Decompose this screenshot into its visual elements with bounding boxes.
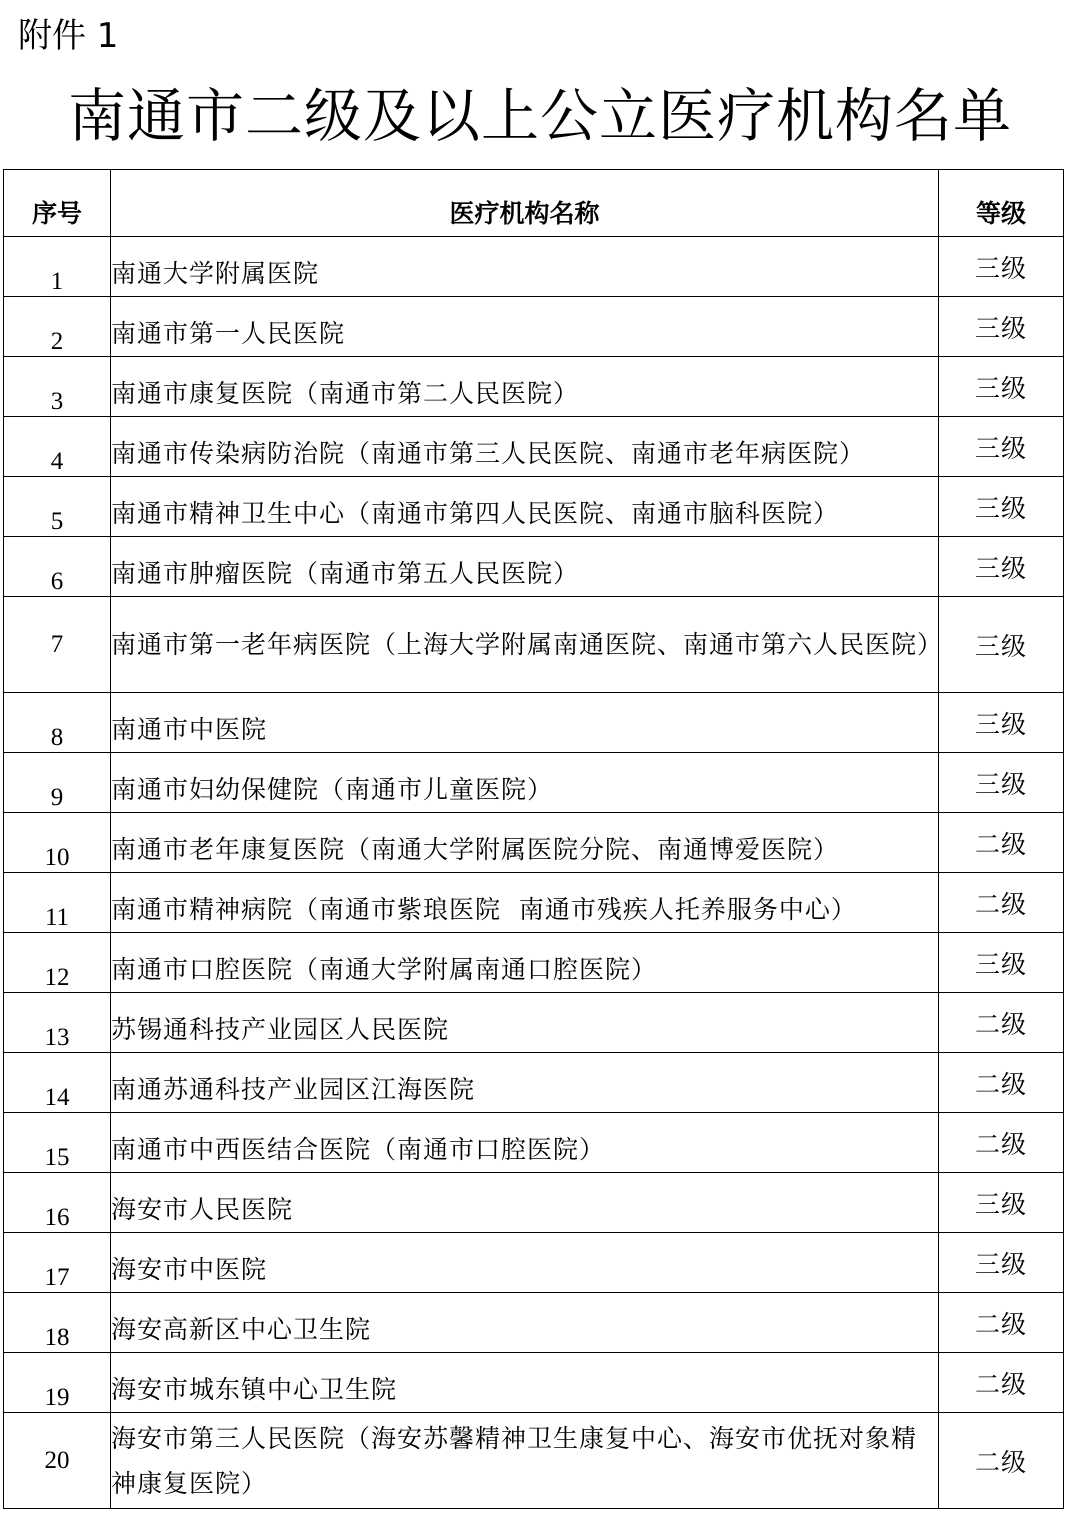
table-row <box>4 417 1064 477</box>
row-num: 11 <box>4 873 111 933</box>
row-num: 15 <box>4 1113 111 1173</box>
row-name: 南通市第一老年病医院（上海大学附属南通医院、南通市第六人民医院） <box>111 597 939 693</box>
row-level: 三级 <box>939 693 1064 753</box>
row-name: 海安市中医院 <box>111 1233 939 1293</box>
table-row <box>4 1173 1064 1233</box>
attachment-label: 附件 1 <box>18 16 119 56</box>
row-num: 6 <box>4 537 111 597</box>
row-level: 二级 <box>939 1293 1064 1353</box>
row-name: 南通市传染病防治院（南通市第三人民医院、南通市老年病医院） <box>111 417 939 477</box>
institution-table <box>3 169 1064 1509</box>
row-name: 南通市中西医结合医院（南通市口腔医院） <box>111 1113 939 1173</box>
row-level: 二级 <box>939 813 1064 873</box>
row-name: 海安高新区中心卫生院 <box>111 1293 939 1353</box>
table-row <box>4 1353 1064 1413</box>
row-level: 三级 <box>939 477 1064 537</box>
row-name: 南通市精神病院（南通市紫琅医院 南通市残疾人托养服务中心） <box>111 873 939 933</box>
row-level: 三级 <box>939 933 1064 993</box>
row-level: 三级 <box>939 597 1064 693</box>
row-level: 二级 <box>939 1353 1064 1413</box>
table-row <box>4 597 1064 693</box>
table-row <box>4 1233 1064 1293</box>
row-level: 二级 <box>939 1413 1064 1509</box>
table-row <box>4 1113 1064 1173</box>
table-header-row <box>4 170 1064 237</box>
table-row <box>4 1293 1064 1353</box>
row-num: 20 <box>4 1413 111 1509</box>
row-name: 南通苏通科技产业园区江海医院 <box>111 1053 939 1113</box>
table-row <box>4 1053 1064 1113</box>
row-num: 13 <box>4 993 111 1053</box>
row-name: 南通大学附属医院 <box>111 237 939 297</box>
row-num: 8 <box>4 693 111 753</box>
row-num: 4 <box>4 417 111 477</box>
row-level: 二级 <box>939 1053 1064 1113</box>
row-name: 海安市第三人民医院（海安苏馨精神卫生康复中心、海安市优抚对象精神康复医院） <box>111 1413 939 1509</box>
table-row <box>4 297 1064 357</box>
row-name: 南通市肿瘤医院（南通市第五人民医院） <box>111 537 939 597</box>
row-level: 三级 <box>939 537 1064 597</box>
row-num: 2 <box>4 297 111 357</box>
row-num: 18 <box>4 1293 111 1353</box>
row-name: 南通市第一人民医院 <box>111 297 939 357</box>
row-num: 3 <box>4 357 111 417</box>
row-num: 9 <box>4 753 111 813</box>
row-num: 5 <box>4 477 111 537</box>
row-num: 16 <box>4 1173 111 1233</box>
table-row <box>4 693 1064 753</box>
row-num: 19 <box>4 1353 111 1413</box>
row-level: 三级 <box>939 417 1064 477</box>
header-name: 医疗机构名称 <box>111 170 939 237</box>
row-num: 12 <box>4 933 111 993</box>
header-num: 序号 <box>4 170 111 237</box>
table-row <box>4 357 1064 417</box>
row-level: 三级 <box>939 357 1064 417</box>
row-num: 14 <box>4 1053 111 1113</box>
header-level: 等级 <box>939 170 1064 237</box>
row-name: 南通市中医院 <box>111 693 939 753</box>
row-name: 苏锡通科技产业园区人民医院 <box>111 993 939 1053</box>
table-row <box>4 477 1064 537</box>
table-row <box>4 993 1064 1053</box>
row-level: 三级 <box>939 1233 1064 1293</box>
table-row <box>4 237 1064 297</box>
row-num: 10 <box>4 813 111 873</box>
row-level: 三级 <box>939 237 1064 297</box>
table-row <box>4 813 1064 873</box>
row-name: 海安市人民医院 <box>111 1173 939 1233</box>
row-level: 二级 <box>939 1113 1064 1173</box>
row-name: 海安市城东镇中心卫生院 <box>111 1353 939 1413</box>
table-row <box>4 873 1064 933</box>
table-row <box>4 753 1064 813</box>
row-num: 7 <box>4 597 111 693</box>
row-level: 二级 <box>939 873 1064 933</box>
row-num: 1 <box>4 237 111 297</box>
row-name: 南通市老年康复医院（南通大学附属医院分院、南通博爱医院） <box>111 813 939 873</box>
table-row <box>4 933 1064 993</box>
row-name: 南通市口腔医院（南通大学附属南通口腔医院） <box>111 933 939 993</box>
row-num: 17 <box>4 1233 111 1293</box>
page-title: 南通市二级及以上公立医疗机构名单 <box>67 82 1012 150</box>
row-name: 南通市精神卫生中心（南通市第四人民医院、南通市脑科医院） <box>111 477 939 537</box>
row-level: 二级 <box>939 993 1064 1053</box>
row-name: 南通市康复医院（南通市第二人民医院） <box>111 357 939 417</box>
row-level: 三级 <box>939 753 1064 813</box>
row-name: 南通市妇幼保健院（南通市儿童医院） <box>111 753 939 813</box>
table-row <box>4 537 1064 597</box>
row-level: 三级 <box>939 1173 1064 1233</box>
row-level: 三级 <box>939 297 1064 357</box>
table-row <box>4 1413 1064 1509</box>
